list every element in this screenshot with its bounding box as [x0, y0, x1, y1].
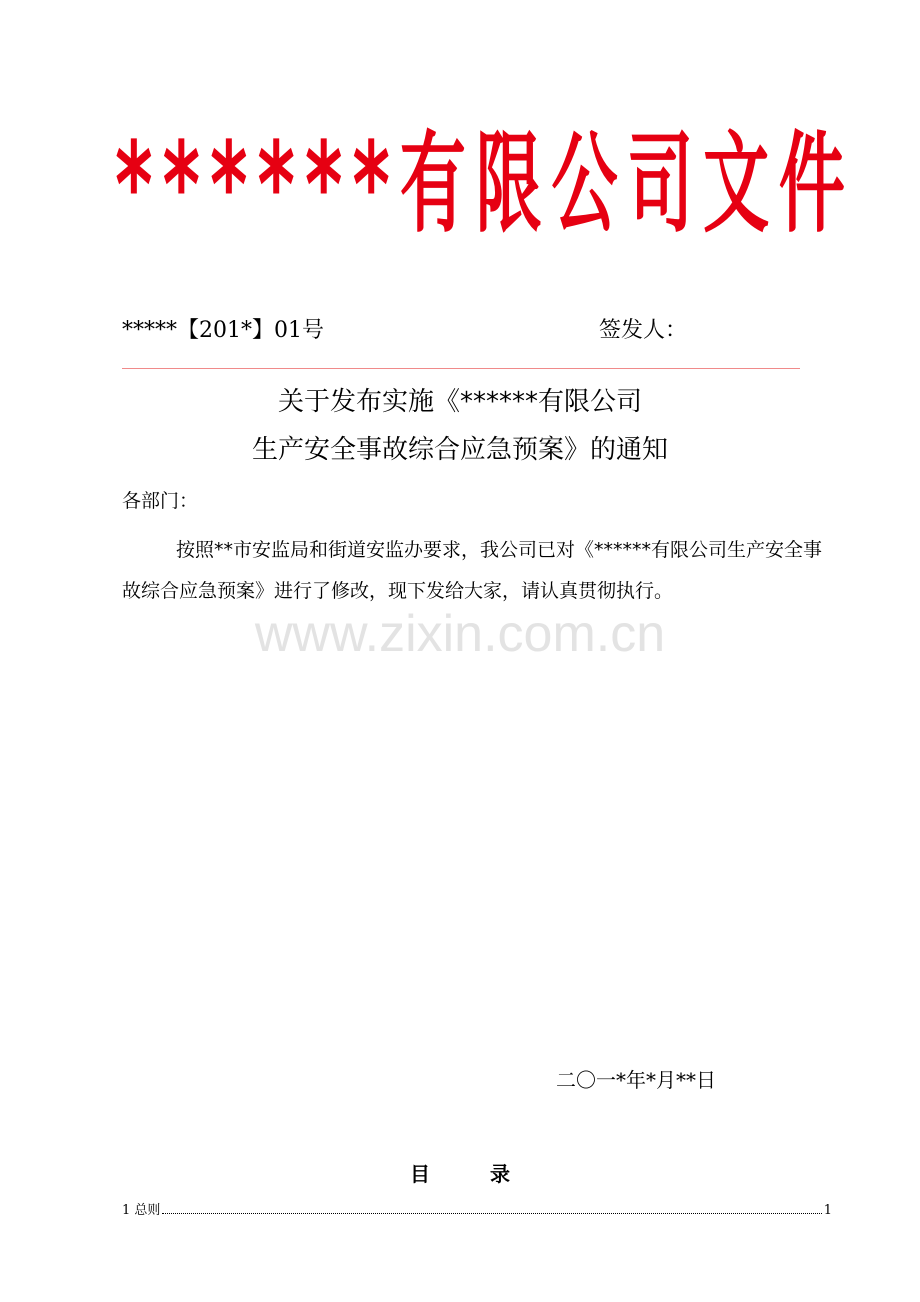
red-divider: [122, 368, 800, 369]
banner-char: *: [304, 115, 343, 255]
banner-char: 有: [399, 120, 466, 248]
banner-char: 文: [703, 120, 770, 248]
toc-title: 目录: [410, 1162, 570, 1186]
banner-char: *: [162, 115, 201, 255]
banner-char: 公: [551, 120, 618, 248]
banner-char: *: [352, 115, 390, 255]
document-number-line: [122, 313, 802, 345]
notice-title-line-2: 生产安全事故综合应急预案》的通知: [251, 435, 668, 465]
toc-entry-page: 1: [823, 1203, 832, 1218]
document-number: *****【201*】01号: [122, 318, 324, 343]
banner-char: 限: [475, 120, 542, 248]
notice-body: 按照**市安监局和街道安监办要求，我公司已对《******有限公司生产安全事故综合应急预案》进行了修改，现下发给大家，请认真贯彻执行。: [122, 539, 823, 602]
toc-dot-leader: [162, 1213, 821, 1214]
salutation: 各部门：: [122, 490, 199, 512]
notice-title-line-1: 关于发布实施《******有限公司: [277, 387, 642, 417]
banner-char: *: [209, 115, 248, 255]
toc-entry-label: 1 总则: [122, 1203, 161, 1218]
banner-char: *: [115, 115, 153, 255]
toc-entry[interactable]: [122, 1199, 832, 1219]
issue-date: 二〇一*年*月**日: [556, 1068, 716, 1092]
red-header-banner: [115, 115, 845, 255]
banner-char: *: [257, 115, 296, 255]
banner-char: 司: [627, 120, 694, 248]
issuer-label: 签发人：: [599, 318, 688, 343]
watermark: www.zixin.com.cn: [254, 605, 666, 663]
banner-char: 件: [778, 120, 845, 248]
